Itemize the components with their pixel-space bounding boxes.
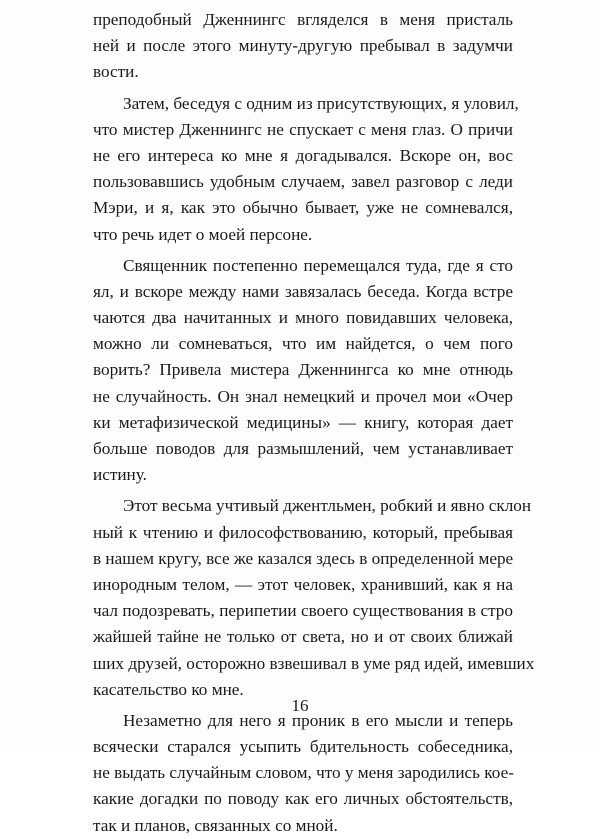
paragraph: [93, 708, 513, 839]
text-line: всячески старался усыпить бдительность собеседника,: [93, 737, 513, 757]
page-number: 16: [291, 696, 309, 715]
paragraph: [93, 91, 519, 248]
paragraph: [93, 253, 513, 489]
text-line: ный к чтению и философствованию, который, пребывая: [93, 522, 513, 542]
text-line: чал подозревать, перипетии своего существования в стро: [93, 601, 513, 621]
text-line: ял, и вскоре между нами завязалась беседа. Когда встре: [93, 281, 513, 301]
text-line: ней и после этого минуту-другую пребывал в задумчи: [93, 36, 513, 56]
text-line: ки метафизической медицины» — книгу, которая дает: [93, 412, 513, 432]
text-line: ших друзей, осторожно взвешивал в уме ряд идей, имевших: [93, 653, 535, 673]
text-line: вости.: [93, 62, 139, 82]
text-line: в нашем кругу, все же казался здесь в определенной мере: [93, 548, 514, 568]
text-line: Незаметно для него я проник в его мысли и теперь: [123, 710, 513, 730]
text-line: Священник постепенно перемещался туда, где я сто: [123, 255, 513, 275]
text-line: Этот весьма учтивый джентльмен, робкий и явно склон: [123, 496, 532, 516]
paragraph: [93, 7, 513, 86]
text-line: инородным телом, — этот человек, хранивший, как я на: [93, 574, 513, 594]
text-line: так и планов, связанных со мной.: [93, 815, 338, 835]
text-line: касательство ко мне.: [93, 679, 244, 699]
text-line: не выдать случайным словом, что у меня зародились кое-: [93, 763, 514, 783]
text-line: что речь идет о моей персоне.: [93, 224, 313, 244]
text-line: жайшей тайне не только от света, но и от своих ближай: [93, 627, 513, 647]
text-line: ворить? Привела мистера Дженнингса ко мне отнюдь: [93, 360, 513, 380]
text-line: истину.: [93, 465, 147, 485]
text-line: что мистер Дженнингс не спускает с меня глаз. О причи: [93, 119, 513, 139]
text-line: чаются два начитанных и много повидавших человека,: [93, 308, 513, 328]
text-line: больше поводов для размышлений, чем устанавливает: [93, 439, 513, 458]
text-line: не случайность. Он знал немецкий и прочел мои «Очер: [93, 386, 513, 406]
text-line: какие догадки по поводу как его личных обстоятельств,: [93, 789, 513, 809]
text-line: можно ли сомневаться, что им найдется, о чем пого: [93, 334, 513, 354]
text-line: Затем, беседуя с одним из присутствующих, я уловил,: [123, 93, 519, 113]
text-line: пользовавшись удобным случаем, завел разговор с леди: [93, 172, 513, 192]
text-line: преподобный Дженнингс вгляделся в меня присталь: [93, 10, 513, 29]
text-line: не его интереса ко мне я догадывался. Вскоре он, вос: [93, 145, 513, 165]
paragraph: [93, 493, 535, 703]
text-line: Мэри, и я, как это обычно бывает, уже не сомневался,: [93, 198, 513, 218]
